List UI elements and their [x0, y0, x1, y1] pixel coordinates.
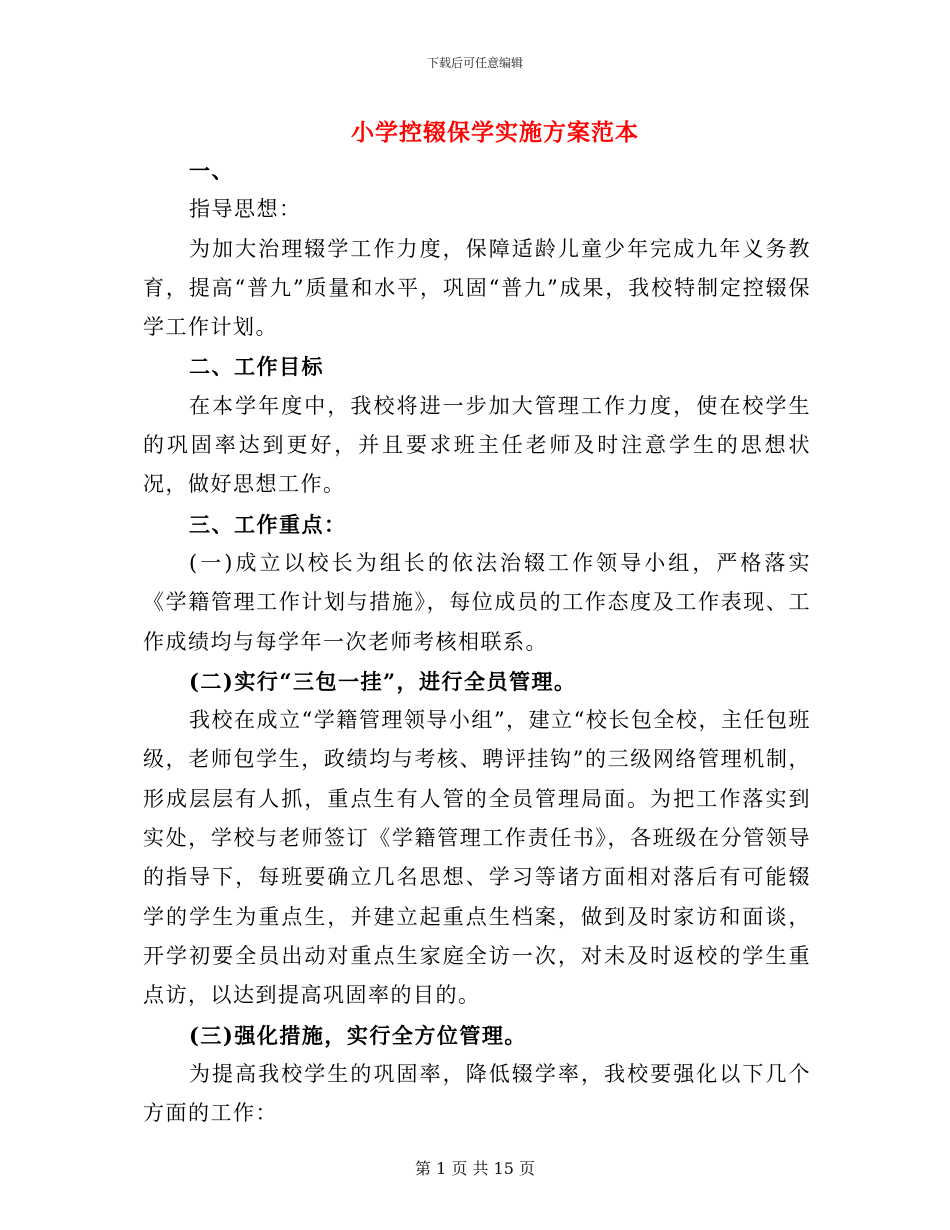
paragraph: 为加大治理辍学工作力度，保障适龄儿童少年完成九年义务教育，提高“普九”质量和水平，巩固“普九”成果，我校特制定控辍保学工作计划。 [143, 236, 811, 340]
subsection-heading-2: (二)实行“三包一挂”，进行全员管理。 [189, 668, 577, 694]
page-header: 下载后可任意编辑 [426, 56, 523, 70]
paragraph: 为提高我校学生的巩固率，降低辍学率，我校要强化以下几个方面的工作： [143, 1061, 811, 1126]
document-title: 小学控辍保学实施方案范本 [351, 119, 639, 146]
document-body [143, 151, 811, 1133]
section-heading-1: 一、 [189, 158, 234, 183]
section-heading-2: 二、工作目标 [189, 354, 324, 380]
paragraph: 我校在成立“学籍管理领导小组”，建立“校长包全校，主任包班级，老师包学生，政绩均与考核、聘评挂钩”的三级网络管理机制，形成层层有人抓，重点生有人管的全员管理局面。为把工作落实到实处，学校与老师签订《学籍管理工作责任书》，各班级在分管领导的指导下，每班要确立几名思想、学习等诸方面相对落后有可能辍学的学生为重点生，并建立起重点生档案，做到及时家访和面谈，开学初要全员出动对重点生家庭全访一次，对未及时返校的学生重点访，以达到提高巩固率的目的。 [143, 708, 811, 1008]
section-heading-3: 三、工作重点： [189, 511, 347, 537]
paragraph: (一)成立以校长为组长的依法治辍工作领导小组，严格落实《学籍管理工作计划与措施》，每位成员的工作态度及工作表现、工作成绩均与每学年一次老师考核相联系。 [143, 550, 811, 654]
paragraph: 在本学年度中，我校将进一步加大管理工作力度，使在校学生的巩固率达到更好，并且要求班主任老师及时注意学生的思想状况，做好思想工作。 [143, 393, 811, 497]
page-number: 第 1 页 共 15 页 [415, 1159, 535, 1178]
paragraph: 指导思想： [189, 197, 302, 222]
subsection-heading-3: (三)强化措施，实行全方位管理。 [189, 1022, 527, 1048]
